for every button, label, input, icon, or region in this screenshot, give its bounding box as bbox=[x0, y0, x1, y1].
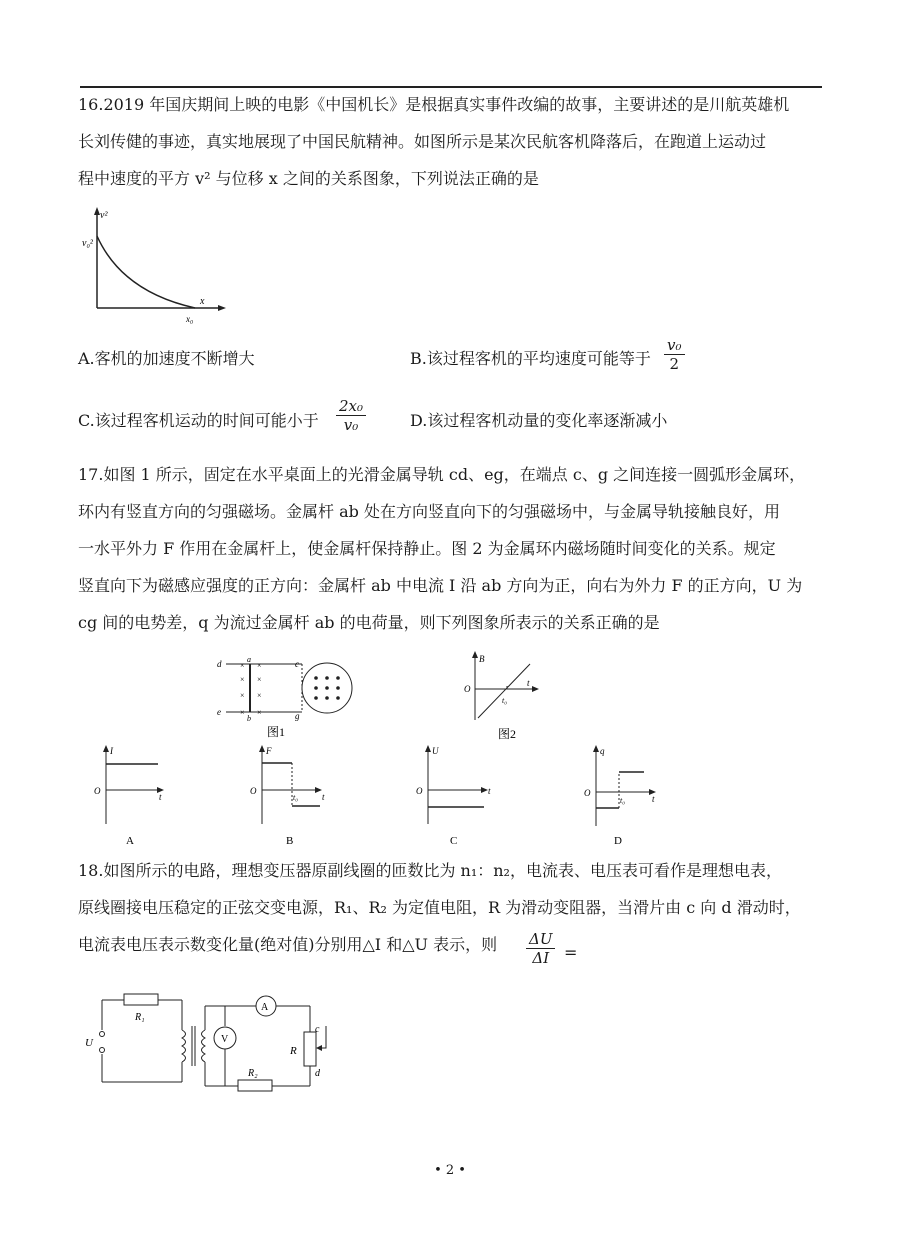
fig2-caption: 图2 bbox=[498, 727, 517, 741]
circuit-voltmeter: V bbox=[221, 1034, 229, 1045]
choice-b-tlabel: t bbox=[322, 792, 325, 802]
svg-text:×: × bbox=[240, 661, 245, 670]
choice-d-origin: O bbox=[584, 788, 591, 798]
choice-a-label: A bbox=[126, 835, 134, 847]
choice-c-ylabel: U bbox=[432, 746, 439, 756]
choice-b-origin: O bbox=[250, 786, 257, 796]
choice-c-tlabel: t bbox=[488, 786, 491, 796]
choice-b-label: B bbox=[286, 835, 294, 847]
choice-b-ylabel: F bbox=[266, 746, 272, 756]
choice-d-label: D bbox=[614, 835, 622, 847]
choice-c-label: C bbox=[450, 835, 458, 847]
question-17-text bbox=[78, 456, 830, 641]
page-number: • 2 • bbox=[434, 1163, 466, 1178]
question-18-text bbox=[78, 852, 830, 963]
q17-line2: 环内有竖直方向的匀强磁场。金属杆 ab 处在方向竖直向下的匀强磁场中，与金属导轨接触良好，用 bbox=[78, 502, 780, 521]
q18-equals: = bbox=[564, 943, 578, 962]
q16-option-c-num: 2x₀ bbox=[336, 397, 366, 416]
q18-circuit bbox=[84, 986, 354, 1096]
q16-option-b: B.该过程客机的平均速度可能等于 bbox=[410, 349, 651, 368]
q17-choice-a-graph bbox=[90, 744, 180, 848]
q16-option-b-fraction bbox=[664, 336, 685, 373]
fig2-origin: O bbox=[464, 684, 471, 694]
q17-figure-2 bbox=[460, 650, 560, 742]
svg-text:×: × bbox=[240, 708, 245, 717]
q18-line2: 原线圈接电压稳定的正弦交变电源，R₁、R₂ 为定值电阻，R 为滑动变阻器，当滑片由 c 向 d 滑动时， bbox=[78, 898, 801, 917]
q18-fraction bbox=[526, 930, 555, 967]
fig1-label-a: a bbox=[247, 655, 251, 664]
q18-line3: 电流表电压表示数变化量(绝对值)分别用△I 和△U 表示，则 bbox=[78, 935, 498, 954]
fig1-label-b: b bbox=[247, 714, 251, 723]
choice-a-origin: O bbox=[94, 786, 101, 796]
q17-choice-c-graph bbox=[412, 744, 502, 848]
circuit-u: U bbox=[85, 1037, 93, 1049]
q16-option-b-num: v₀ bbox=[664, 336, 685, 355]
q16-line2: 长刘传健的事迹，真实地展现了中国民航精神。如图所示是某次民航客机降落后，在跑道上运动过 bbox=[78, 132, 767, 151]
q16-line3: 程中速度的平方 v² 与位移 x 之间的关系图象，下列说法正确的是 bbox=[78, 169, 539, 188]
choice-a-ylabel: I bbox=[110, 746, 113, 756]
circuit-d: d bbox=[315, 1068, 320, 1079]
fig1-label-d: d bbox=[217, 659, 222, 669]
circuit-r2: R₂ bbox=[248, 1068, 258, 1079]
svg-text:×: × bbox=[257, 708, 262, 717]
q17-figure-1 bbox=[214, 654, 374, 744]
q18-frac-den: ΔI bbox=[532, 949, 550, 967]
q16-graph-y0: v₀² bbox=[82, 238, 93, 249]
svg-text:×: × bbox=[240, 675, 245, 684]
q17-line1: 17.如图 1 所示，固定在水平桌面上的光滑金属导轨 cd、eg，在端点 c、g 之间连接一圆弧形金属环， bbox=[78, 465, 806, 484]
choice-a-tlabel: t bbox=[159, 792, 162, 802]
q17-choice-b-graph bbox=[246, 744, 336, 848]
choice-b-t0: t₀ bbox=[293, 793, 299, 802]
q17-line5: cg 间的电势差，q 为流过金属杆 ab 的电荷量，则下列图象所表示的关系正确的是 bbox=[78, 613, 660, 632]
q16-graph-ylabel: v² bbox=[100, 210, 108, 221]
q18-line1: 18.如图所示的电路，理想变压器原副线圈的匝数比为 n₁：n₂，电流表、电压表可看作是理想电表， bbox=[78, 861, 782, 880]
q16-option-c-fraction bbox=[336, 397, 366, 434]
q16-option-c-den: v₀ bbox=[343, 416, 359, 434]
q18-frac-num: ΔU bbox=[526, 930, 555, 949]
svg-text:×: × bbox=[240, 691, 245, 700]
q16-graph bbox=[80, 206, 230, 330]
question-16-text bbox=[78, 86, 830, 197]
fig1-caption: 图1 bbox=[267, 725, 286, 739]
circuit-ammeter: A bbox=[261, 1002, 269, 1013]
svg-text:×: × bbox=[257, 691, 262, 700]
q17-line3: 一水平外力 F 作用在金属杆上，使金属杆保持静止。图 2 为金属环内磁场随时间变化的关系。规定 bbox=[78, 539, 776, 558]
q16-graph-xlabel: x bbox=[200, 296, 205, 307]
choice-d-t0: t₀ bbox=[620, 796, 626, 805]
fig1-label-c: c bbox=[295, 659, 299, 669]
q17-choice-d-graph bbox=[580, 744, 670, 848]
choice-d-ylabel: q bbox=[600, 746, 605, 756]
q16-line1: 16.2019 年国庆期间上映的电影《中国机长》是根据真实事件改编的故事，主要讲述的是川航英雄机 bbox=[78, 95, 790, 114]
circuit-r1: R₁ bbox=[135, 1012, 145, 1023]
svg-text:×: × bbox=[257, 661, 262, 670]
svg-text:×: × bbox=[257, 675, 262, 684]
choice-d-tlabel: t bbox=[652, 794, 655, 804]
choice-c-origin: O bbox=[416, 786, 423, 796]
circuit-c: c bbox=[315, 1024, 320, 1035]
q16-option-a: A.客机的加速度不断增大 bbox=[78, 349, 255, 368]
q17-line4: 竖直向下为磁感应强度的正方向：金属杆 ab 中电流 I 沿 ab 方向为正，向右为外力 F 的正方向，U 为 bbox=[78, 576, 803, 595]
fig2-tlabel: t bbox=[527, 678, 530, 688]
q16-graph-x0: x₀ bbox=[186, 314, 194, 324]
fig1-label-e: e bbox=[217, 707, 221, 717]
q16-option-c: C.该过程客机运动的时间可能小于 bbox=[78, 411, 319, 430]
q16-option-d: D.该过程客机动量的变化率逐渐减小 bbox=[410, 411, 668, 430]
fig1-label-g: g bbox=[295, 711, 300, 721]
circuit-r: R bbox=[290, 1045, 297, 1057]
fig2-t0: t₀ bbox=[502, 696, 508, 705]
fig2-ylabel: B bbox=[479, 654, 485, 664]
q16-option-b-den: 2 bbox=[669, 355, 680, 373]
